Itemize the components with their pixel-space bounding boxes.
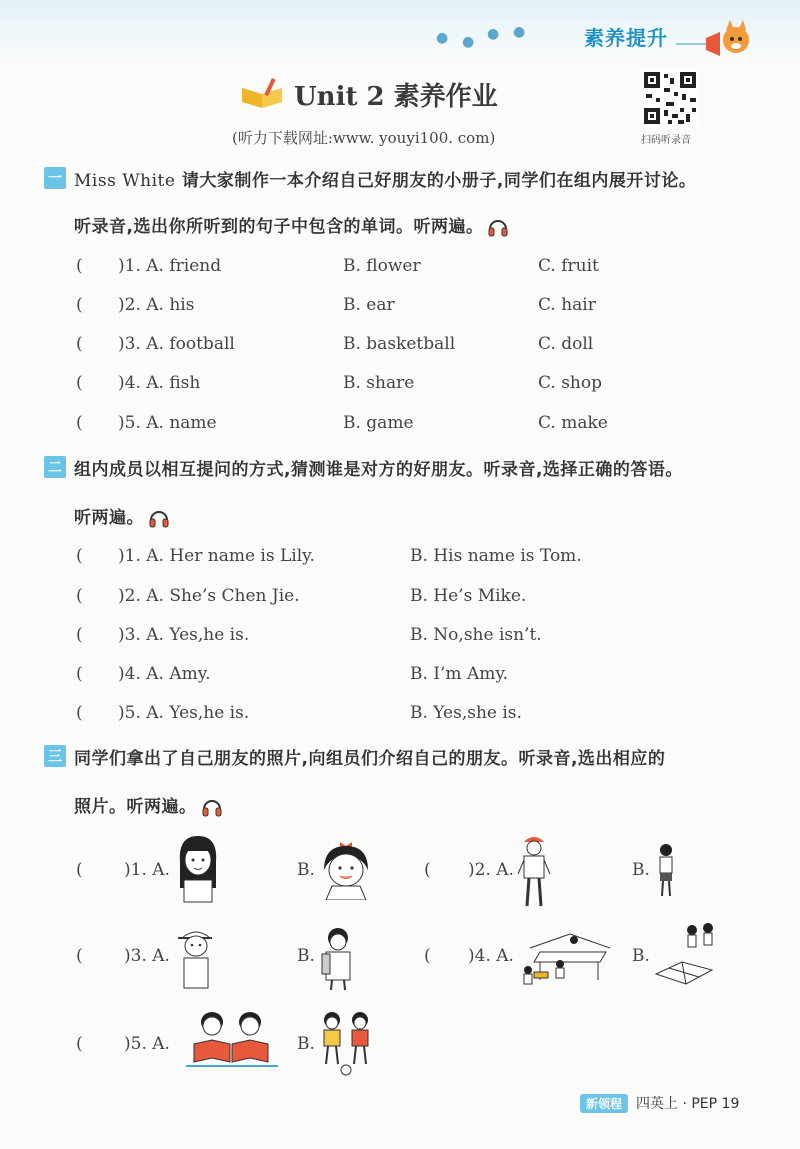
q1-label: )1. A.: [124, 860, 170, 880]
s1-q1-option-c: C. fruit: [538, 256, 599, 276]
section3-instruction-line2: [74, 792, 223, 818]
s1-q1-option-a: )1. A. friend: [118, 256, 222, 276]
paw-icon: ●: [436, 30, 449, 46]
paw-icon: ●: [462, 34, 475, 50]
girl-bow-picture[interactable]: [318, 836, 374, 900]
paw-icon: ●: [487, 26, 500, 42]
s2-q2-option-b: B. He’s Mike.: [410, 586, 527, 606]
publisher-tag: 新领程: [580, 1094, 628, 1113]
classroom-picture[interactable]: [520, 928, 610, 988]
s1-q1-option-b: B. flower: [343, 256, 421, 276]
section2-instruction-text2: 听两遍。: [74, 508, 144, 528]
s2-q4-option-b: B. I’m Amy.: [410, 664, 509, 684]
answer-paren[interactable]: (: [424, 860, 431, 880]
boy-backpack-picture[interactable]: [320, 924, 356, 992]
q1-option-b-label: B.: [297, 860, 315, 880]
s2-q4-option-a: )4. A. Amy.: [118, 664, 211, 684]
page-title-row: [240, 74, 498, 114]
q3-option-b-label: B.: [297, 946, 315, 966]
headphones-icon[interactable]: [148, 507, 170, 529]
s1-q4-option-a: )4. A. fish: [118, 373, 201, 393]
two-boys-football-picture[interactable]: [316, 1010, 378, 1076]
q5-label: )5. A.: [124, 1034, 170, 1054]
s1-q5-option-c: C. make: [538, 413, 608, 433]
fox-mascot-icon: [676, 18, 756, 62]
answer-paren[interactable]: (: [76, 703, 83, 723]
s1-q4-option-b: B. share: [343, 373, 415, 393]
s1-q2-option-b: B. ear: [343, 295, 395, 315]
boy-standing-picture[interactable]: [654, 842, 678, 898]
s1-q3-option-a: )3. A. football: [118, 334, 235, 354]
man-cap-picture[interactable]: [516, 832, 552, 910]
section-badge-2: 二: [44, 456, 66, 478]
qr-caption: 扫码听录音: [641, 135, 691, 146]
brand-label: 素养提升: [584, 26, 668, 50]
s1-q3-option-c: C. doll: [538, 334, 594, 354]
answer-paren[interactable]: (: [424, 946, 431, 966]
download-url: (听力下载网址:www. youyi100. com): [232, 129, 496, 147]
headphones-icon[interactable]: [487, 216, 509, 238]
section2-instruction-line2: [74, 503, 170, 529]
answer-paren[interactable]: (: [76, 625, 83, 645]
qr-code-icon[interactable]: [642, 70, 698, 126]
q3-label: )3. A.: [124, 946, 170, 966]
section-badge-1: 一: [44, 167, 66, 189]
boy-cap-picture[interactable]: [176, 924, 216, 992]
section1-instruction-text2: 听录音,选出你所听到的句子中包含的单词。听两遍。: [74, 217, 484, 237]
q4-label: )4. A.: [468, 946, 514, 966]
section3-instruction-line1: 同学们拿出了自己朋友的照片,向组员们介绍自己的朋友。听录音,选出相应的: [74, 749, 666, 769]
section1-instruction-text: 请大家制作一本介绍自己好朋友的小册子,同学们在组内展开讨论。: [175, 171, 697, 191]
section1-instruction-line2: [74, 212, 509, 238]
two-boys-reading-picture[interactable]: [186, 1010, 278, 1074]
book-icon: [240, 78, 286, 110]
q5-option-b-label: B.: [297, 1034, 315, 1054]
s2-q1-option-b: B. His name is Tom.: [410, 546, 582, 566]
answer-paren[interactable]: (: [76, 256, 83, 276]
girl-long-hair-picture[interactable]: [174, 832, 222, 904]
headphones-icon[interactable]: [201, 796, 223, 818]
answer-paren[interactable]: (: [76, 295, 83, 315]
q4-option-b-label: B.: [632, 946, 650, 966]
s1-q5-option-a: )5. A. name: [118, 413, 217, 433]
s2-q2-option-a: )2. A. She’s Chen Jie.: [118, 586, 300, 606]
section-badge-3: 三: [44, 745, 66, 767]
section3-instruction-text2: 照片。听两遍。: [74, 797, 197, 817]
hopscotch-picture[interactable]: [652, 922, 728, 988]
answer-paren[interactable]: (: [76, 373, 83, 393]
page-title: Unit 2 素养作业: [294, 81, 498, 112]
q2-label: )2. A.: [468, 860, 514, 880]
section1-instruction-line1: [74, 166, 696, 191]
answer-paren[interactable]: (: [76, 946, 83, 966]
answer-paren[interactable]: (: [76, 1034, 83, 1054]
s2-q1-option-a: )1. A. Her name is Lily.: [118, 546, 315, 566]
s2-q3-option-b: B. No,she isn’t.: [410, 625, 542, 645]
s2-q3-option-a: )3. A. Yes,he is.: [118, 625, 250, 645]
page-footer: 四英上 · PEP 19: [636, 1096, 740, 1112]
paw-icon: ●: [513, 24, 526, 40]
s1-q4-option-c: C. shop: [538, 373, 602, 393]
s1-q5-option-b: B. game: [343, 413, 414, 433]
answer-paren[interactable]: (: [76, 586, 83, 606]
s1-q3-option-b: B. basketball: [343, 334, 456, 354]
answer-paren[interactable]: (: [76, 334, 83, 354]
answer-paren[interactable]: (: [76, 860, 83, 880]
answer-paren[interactable]: (: [76, 664, 83, 684]
section2-instruction-line1: 组内成员以相互提问的方式,猜测谁是对方的好朋友。听录音,选择正确的答语。: [74, 460, 683, 480]
q2-option-b-label: B.: [632, 860, 650, 880]
s2-q5-option-a: )5. A. Yes,he is.: [118, 703, 250, 723]
s1-q2-option-c: C. hair: [538, 295, 596, 315]
teacher-name: Miss White: [74, 171, 176, 191]
s1-q2-option-a: )2. A. his: [118, 295, 195, 315]
answer-paren[interactable]: (: [76, 546, 83, 566]
answer-paren[interactable]: (: [76, 413, 83, 433]
s2-q5-option-b: B. Yes,she is.: [410, 703, 522, 723]
